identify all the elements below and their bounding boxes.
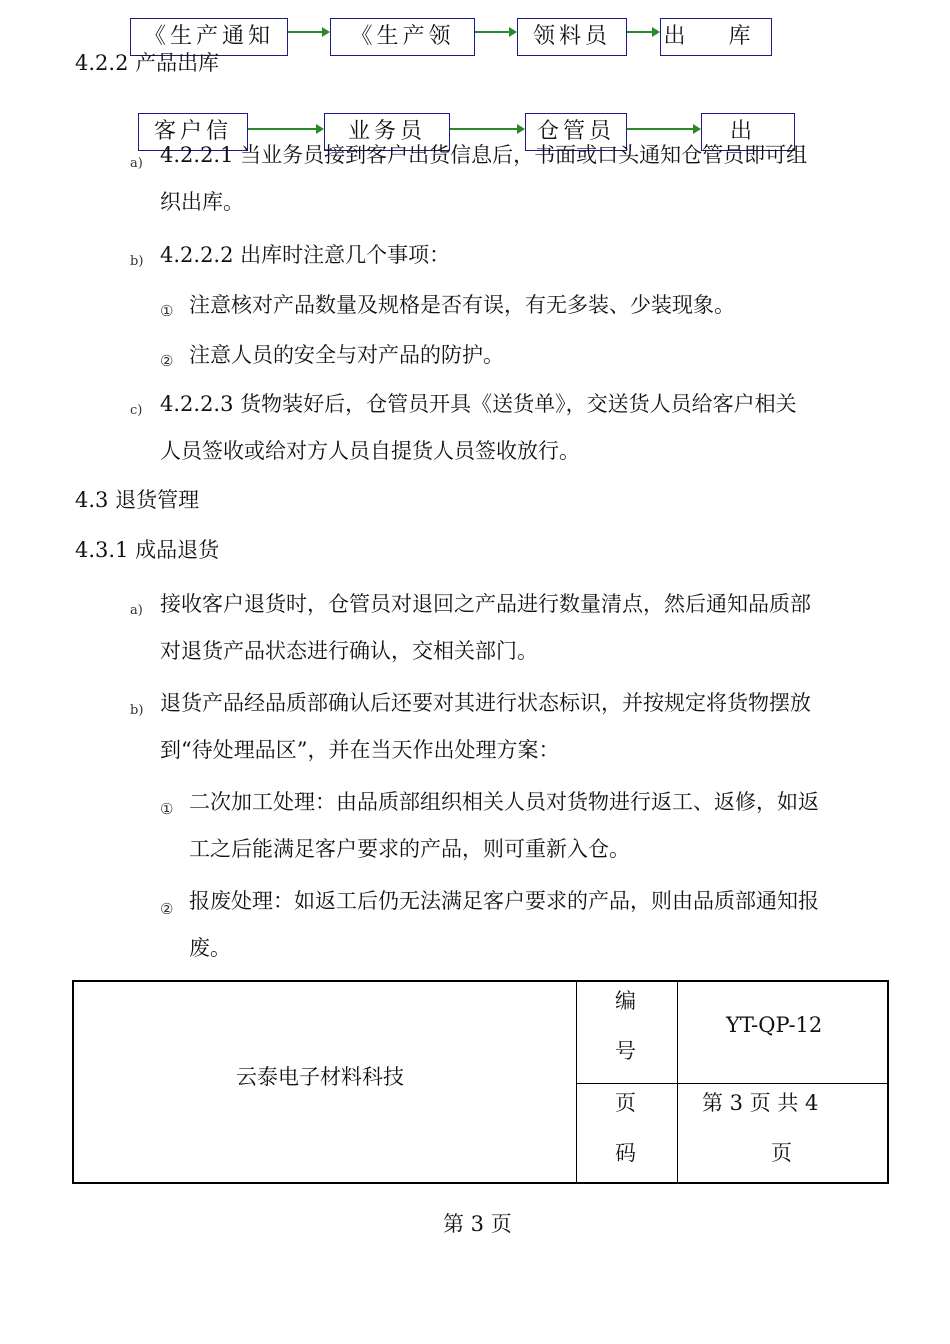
list-marker: ② [160, 352, 174, 370]
flow-box-label: 《生产领 [350, 24, 455, 49]
heading-4-3-1: 4.3.1 成品退货 [75, 538, 220, 562]
list-marker: b) [130, 703, 144, 718]
paragraph-line: 4.2.2.3 货物装好后，仓管员开具《送货单》，交送货人员给客户相关 [160, 392, 797, 416]
paragraph-line: 工之后能满足客户要求的产品，则可重新入仓。 [189, 837, 630, 861]
table-divider [576, 1083, 887, 1084]
page-label: 页 [615, 1091, 636, 1115]
flow-arrow [627, 128, 699, 130]
list-marker: b) [130, 254, 144, 269]
list-marker: a) [130, 156, 143, 171]
list-marker: ② [160, 900, 174, 918]
flow-arrow [475, 31, 515, 33]
list-marker: a) [130, 603, 143, 618]
flow-box-outbound [660, 18, 772, 56]
company-name: 云泰电子材料科技 [236, 1065, 404, 1089]
page-number: 第 3 页 [443, 1212, 512, 1236]
paragraph-line: 4.2.2.1 当业务员接到客户出货信息后，书面或口头通知仓管员即可组 [160, 143, 808, 167]
paragraph-line: 对退货产品状态进行确认，交相关部门。 [160, 639, 538, 663]
code-label: 编 [615, 989, 636, 1013]
page-count: 页 [771, 1141, 792, 1165]
flow-box-material-clerk [517, 18, 627, 56]
paragraph-line: 注意核对产品数量及规格是否有误，有无多装、少装现象。 [189, 293, 735, 317]
paragraph-line: 二次加工处理：由品质部组织相关人员对货物进行返工、返修，如返 [189, 790, 819, 814]
flow-arrow [288, 31, 328, 33]
flow-box-label: 仓管员 [536, 119, 615, 144]
paragraph-line: 注意人员的安全与对产品的防护。 [189, 343, 504, 367]
flow-arrow [627, 31, 658, 33]
code-label: 号 [615, 1039, 636, 1063]
flow-box-label: 出 库 [663, 24, 769, 49]
heading-4-2-2: 4.2.2 产品出库 [75, 51, 220, 75]
paragraph-line: 接收客户退货时，仓管员对退回之产品进行数量清点，然后通知品质部 [160, 592, 811, 616]
page-count: 第 3 页 共 4 [702, 1091, 819, 1115]
flow-box-label: 《生产通知 [143, 24, 274, 49]
paragraph-line: 4.2.2.2 出库时注意几个事项： [160, 243, 451, 267]
table-divider [677, 982, 678, 1182]
paragraph-line: 到“待处理品区”，并在当天作出处理方案： [160, 738, 560, 762]
list-marker: ① [160, 302, 174, 320]
flow-box-production-requisition [330, 18, 475, 56]
flow-box-label: 业务员 [347, 119, 426, 144]
document-code: YT-QP-12 [726, 1013, 823, 1037]
list-marker: c) [130, 403, 143, 418]
heading-4-3: 4.3 退货管理 [75, 488, 200, 512]
paragraph-line: 报废处理：如返工后仍无法满足客户要求的产品，则由品质部通知报 [189, 889, 819, 913]
paragraph-line: 织出库。 [160, 190, 244, 214]
document-info-table [72, 980, 889, 1184]
flow-arrow [450, 128, 523, 130]
paragraph-line: 人员签收或给对方人员自提货人员签收放行。 [160, 439, 580, 463]
flow-box-label: 出 [729, 119, 766, 144]
paragraph-line: 废。 [189, 936, 231, 960]
list-marker: ① [160, 800, 174, 818]
paragraph-line: 退货产品经品质部确认后还要对其进行状态标识，并按规定将货物摆放 [160, 691, 811, 715]
flow-arrow [248, 128, 322, 130]
flow-box-label: 领料员 [532, 24, 611, 49]
table-divider [576, 982, 577, 1182]
flow-box-label: 客户信 [153, 119, 232, 144]
page-label: 码 [615, 1141, 636, 1165]
